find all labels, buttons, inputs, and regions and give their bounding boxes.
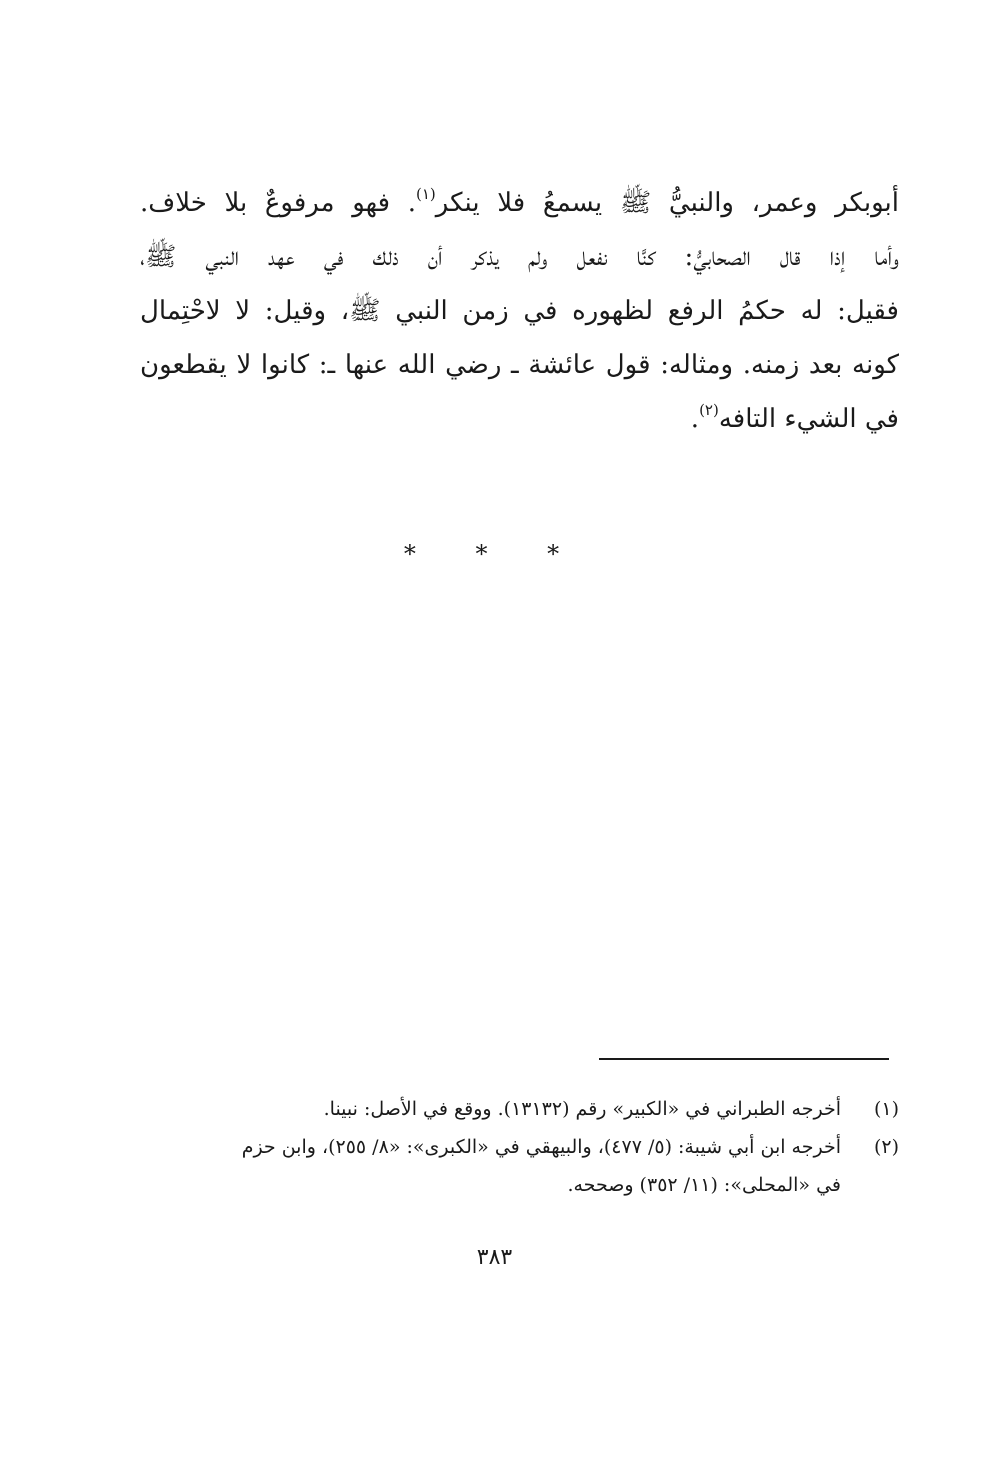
section-separator: * * * [403,540,586,568]
footnote-2-text [135,1128,841,1204]
body-line-1-after: . فهو مرفوعٌ بلا خلاف. [140,188,416,218]
page-number: ٣٨٣ [476,1245,513,1270]
body-line-1 [140,176,899,230]
footnotes [135,1090,899,1204]
body-line-2 [140,230,899,284]
body-line-2-text: وأما إذا قال الصحابيُّ: كنَّا نفعل ولم يذكر أن ذلك في عهد النبي ﷺ، [140,242,899,272]
footnote-2-number: (٢) [873,1136,899,1158]
footnote-ref-1[interactable]: (١) [416,185,436,203]
body-line-5-text: في الشيء التافه [718,404,899,434]
body-line-4 [140,338,899,392]
footnote-ref-2[interactable]: (٢) [699,401,719,419]
footnote-1-line-1: أخرجه الطبراني في «الكبير» رقم (١٣١٣٢). ووقع في الأصل: نبينا. [323,1098,841,1120]
body-line-5-after: . [690,404,700,434]
footnote-1 [135,1090,899,1128]
body-line-3 [140,284,899,338]
body-line-3-text: فقيل: له حكمُ الرفع لظهوره في زمن النبي ﷺ، وقيل: لا لاحْتِمال [140,296,899,326]
footnote-1-text [135,1090,841,1128]
body-line-1-text: أبوبكر وعمر، والنبيُّ ﷺ يسمعُ فلا ينكر [435,188,899,218]
footnote-2-line-1: أخرجه ابن أبي شيبة: (٥/ ٤٧٧)، والبيهقي في «الكبرى»: «٨/ ٢٥٥)، وابن حزم [241,1136,841,1158]
footnote-2-line-2: في «المحلى»: (١١/ ٣٥٢) وصححه. [567,1174,841,1196]
footnote-1-number: (١) [873,1098,899,1120]
footnote-divider [599,1058,889,1060]
body-line-4-text: كونه بعد زمنه. ومثاله: قول عائشة ـ رضي الله عنها ـ: كانوا لا يقطعون [140,350,899,380]
main-paragraph [140,176,899,446]
body-line-5 [140,392,899,446]
footnote-2 [135,1128,899,1204]
